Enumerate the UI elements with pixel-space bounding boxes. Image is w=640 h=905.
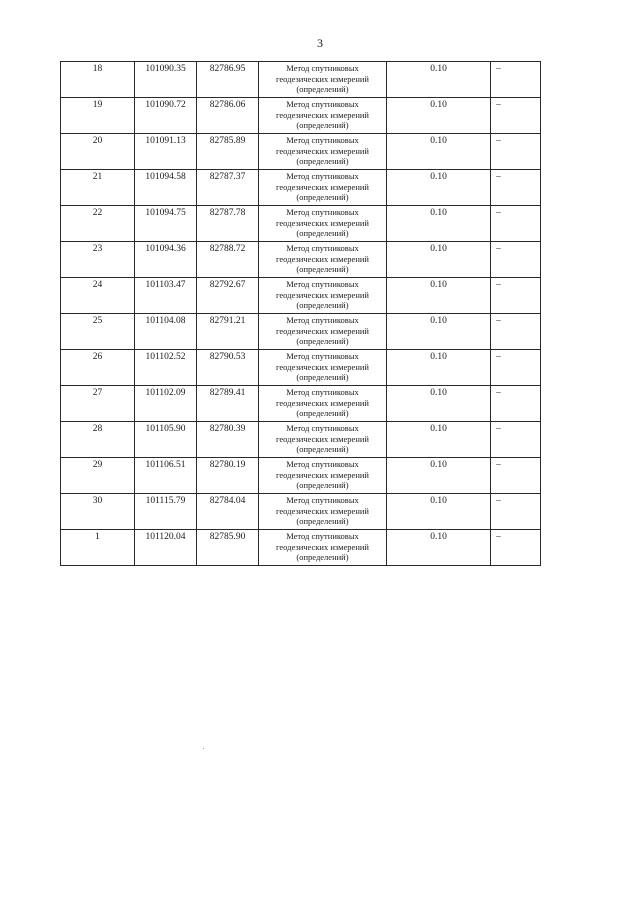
method-cell bbox=[259, 422, 387, 458]
method-line: геодезических измерений bbox=[276, 325, 369, 336]
method-line: геодезических измерений bbox=[276, 181, 369, 192]
x-coordinate-cell: 101103.47 bbox=[135, 278, 197, 314]
method-line: Метод спутниковых bbox=[286, 243, 359, 253]
method-line: (определений) bbox=[296, 516, 349, 526]
method-line: геодезических измерений bbox=[276, 73, 369, 84]
method-line: Метод спутниковых bbox=[286, 387, 359, 397]
method-cell bbox=[259, 314, 387, 350]
method-cell bbox=[259, 350, 387, 386]
point-number-cell: 30 bbox=[61, 494, 135, 530]
method-line: (определений) bbox=[296, 192, 349, 202]
y-coordinate-cell: 82786.06 bbox=[197, 98, 259, 134]
page-number: 3 bbox=[317, 36, 323, 50]
method-line: Метод спутниковых bbox=[286, 531, 359, 541]
method-line: Метод спутниковых bbox=[286, 423, 359, 433]
note-cell: – bbox=[491, 494, 541, 530]
x-coordinate-cell: 101102.52 bbox=[135, 350, 197, 386]
method-line: Метод спутниковых bbox=[286, 63, 359, 73]
method-line: (определений) bbox=[296, 408, 349, 418]
method-line: Метод спутниковых bbox=[286, 207, 359, 217]
accuracy-cell: 0.10 bbox=[387, 242, 491, 278]
note-cell: – bbox=[491, 422, 541, 458]
method-line: (определений) bbox=[296, 336, 349, 346]
table-row bbox=[61, 494, 541, 530]
accuracy-cell: 0.10 bbox=[387, 350, 491, 386]
method-line: геодезических измерений bbox=[276, 145, 369, 156]
y-coordinate-cell: 82792.67 bbox=[197, 278, 259, 314]
accuracy-cell: 0.10 bbox=[387, 458, 491, 494]
coordinates-table-body bbox=[61, 62, 541, 566]
x-coordinate-cell: 101094.58 bbox=[135, 170, 197, 206]
point-number-cell: 18 bbox=[61, 62, 135, 98]
method-line: геодезических измерений bbox=[276, 541, 369, 552]
table-row bbox=[61, 206, 541, 242]
y-coordinate-cell: 82780.39 bbox=[197, 422, 259, 458]
table-row bbox=[61, 350, 541, 386]
accuracy-cell: 0.10 bbox=[387, 134, 491, 170]
method-cell bbox=[259, 494, 387, 530]
point-number-cell: 28 bbox=[61, 422, 135, 458]
method-line: Метод спутниковых bbox=[286, 459, 359, 469]
method-cell bbox=[259, 134, 387, 170]
note-cell: – bbox=[491, 350, 541, 386]
accuracy-cell: 0.10 bbox=[387, 314, 491, 350]
method-line: (определений) bbox=[296, 264, 349, 274]
x-coordinate-cell: 101094.36 bbox=[135, 242, 197, 278]
y-coordinate-cell: 82780.19 bbox=[197, 458, 259, 494]
table-row bbox=[61, 98, 541, 134]
y-coordinate-cell: 82785.90 bbox=[197, 530, 259, 566]
method-line: (определений) bbox=[296, 300, 349, 310]
note-cell: – bbox=[491, 314, 541, 350]
x-coordinate-cell: 101104.08 bbox=[135, 314, 197, 350]
method-line: (определений) bbox=[296, 444, 349, 454]
scan-artifact bbox=[203, 748, 204, 749]
point-number-cell: 23 bbox=[61, 242, 135, 278]
method-line: Метод спутниковых bbox=[286, 495, 359, 505]
note-cell: – bbox=[491, 170, 541, 206]
method-line: Метод спутниковых bbox=[286, 171, 359, 181]
accuracy-cell: 0.10 bbox=[387, 386, 491, 422]
table-row bbox=[61, 134, 541, 170]
point-number-cell: 22 bbox=[61, 206, 135, 242]
note-cell: – bbox=[491, 62, 541, 98]
accuracy-cell: 0.10 bbox=[387, 170, 491, 206]
method-line: геодезических измерений bbox=[276, 469, 369, 480]
method-line: Метод спутниковых bbox=[286, 351, 359, 361]
point-number-cell: 29 bbox=[61, 458, 135, 494]
method-line: Метод спутниковых bbox=[286, 99, 359, 109]
method-line: (определений) bbox=[296, 156, 349, 166]
accuracy-cell: 0.10 bbox=[387, 530, 491, 566]
table-row bbox=[61, 170, 541, 206]
y-coordinate-cell: 82791.21 bbox=[197, 314, 259, 350]
method-cell bbox=[259, 386, 387, 422]
y-coordinate-cell: 82789.41 bbox=[197, 386, 259, 422]
method-line: геодезических измерений bbox=[276, 505, 369, 516]
x-coordinate-cell: 101120.04 bbox=[135, 530, 197, 566]
method-line: Метод спутниковых bbox=[286, 315, 359, 325]
point-number-cell: 25 bbox=[61, 314, 135, 350]
x-coordinate-cell: 101091.13 bbox=[135, 134, 197, 170]
method-line: (определений) bbox=[296, 228, 349, 238]
y-coordinate-cell: 82787.78 bbox=[197, 206, 259, 242]
y-coordinate-cell: 82790.53 bbox=[197, 350, 259, 386]
method-line: (определений) bbox=[296, 120, 349, 130]
x-coordinate-cell: 101102.09 bbox=[135, 386, 197, 422]
method-line: Метод спутниковых bbox=[286, 135, 359, 145]
note-cell: – bbox=[491, 530, 541, 566]
table-row bbox=[61, 458, 541, 494]
accuracy-cell: 0.10 bbox=[387, 494, 491, 530]
table-row bbox=[61, 242, 541, 278]
table-row bbox=[61, 314, 541, 350]
method-cell bbox=[259, 278, 387, 314]
method-line: (определений) bbox=[296, 552, 349, 562]
note-cell: – bbox=[491, 458, 541, 494]
method-line: геодезических измерений bbox=[276, 397, 369, 408]
method-cell bbox=[259, 98, 387, 134]
table-row bbox=[61, 530, 541, 566]
x-coordinate-cell: 101105.90 bbox=[135, 422, 197, 458]
accuracy-cell: 0.10 bbox=[387, 278, 491, 314]
point-number-cell: 26 bbox=[61, 350, 135, 386]
table-row bbox=[61, 422, 541, 458]
accuracy-cell: 0.10 bbox=[387, 62, 491, 98]
point-number-cell: 1 bbox=[61, 530, 135, 566]
method-line: Метод спутниковых bbox=[286, 279, 359, 289]
note-cell: – bbox=[491, 134, 541, 170]
y-coordinate-cell: 82785.89 bbox=[197, 134, 259, 170]
y-coordinate-cell: 82788.72 bbox=[197, 242, 259, 278]
table-row bbox=[61, 386, 541, 422]
method-line: геодезических измерений bbox=[276, 109, 369, 120]
table-row bbox=[61, 278, 541, 314]
method-line: (определений) bbox=[296, 480, 349, 490]
method-cell bbox=[259, 62, 387, 98]
note-cell: – bbox=[491, 242, 541, 278]
note-cell: – bbox=[491, 98, 541, 134]
point-number-cell: 21 bbox=[61, 170, 135, 206]
note-cell: – bbox=[491, 386, 541, 422]
point-number-cell: 24 bbox=[61, 278, 135, 314]
point-number-cell: 20 bbox=[61, 134, 135, 170]
method-line: геодезических измерений bbox=[276, 433, 369, 444]
accuracy-cell: 0.10 bbox=[387, 422, 491, 458]
y-coordinate-cell: 82787.37 bbox=[197, 170, 259, 206]
method-cell bbox=[259, 458, 387, 494]
method-line: (определений) bbox=[296, 84, 349, 94]
method-cell bbox=[259, 242, 387, 278]
table-row bbox=[61, 62, 541, 98]
method-line: геодезических измерений bbox=[276, 253, 369, 264]
x-coordinate-cell: 101106.51 bbox=[135, 458, 197, 494]
method-line: (определений) bbox=[296, 372, 349, 382]
coordinates-table bbox=[60, 61, 541, 566]
method-line: геодезических измерений bbox=[276, 361, 369, 372]
point-number-cell: 27 bbox=[61, 386, 135, 422]
note-cell: – bbox=[491, 206, 541, 242]
y-coordinate-cell: 82784.04 bbox=[197, 494, 259, 530]
method-line: геодезических измерений bbox=[276, 289, 369, 300]
x-coordinate-cell: 101090.35 bbox=[135, 62, 197, 98]
accuracy-cell: 0.10 bbox=[387, 98, 491, 134]
x-coordinate-cell: 101115.79 bbox=[135, 494, 197, 530]
x-coordinate-cell: 101090.72 bbox=[135, 98, 197, 134]
x-coordinate-cell: 101094.75 bbox=[135, 206, 197, 242]
y-coordinate-cell: 82786.95 bbox=[197, 62, 259, 98]
method-cell bbox=[259, 530, 387, 566]
method-cell bbox=[259, 170, 387, 206]
method-cell bbox=[259, 206, 387, 242]
accuracy-cell: 0.10 bbox=[387, 206, 491, 242]
method-line: геодезических измерений bbox=[276, 217, 369, 228]
point-number-cell: 19 bbox=[61, 98, 135, 134]
note-cell: – bbox=[491, 278, 541, 314]
